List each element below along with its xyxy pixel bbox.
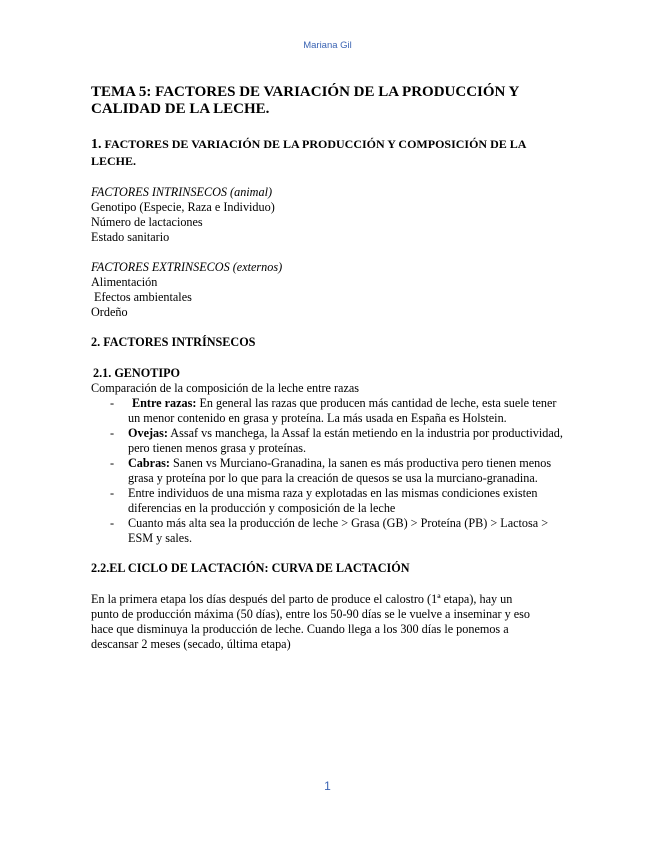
list-item-text: En general las razas que producen más cantidad de leche, esta suele tener un menor contenido en grasa y proteína. La más usada en España es Holstein.	[128, 396, 557, 425]
section-2-heading: 2. FACTORES INTRÍNSECOS	[91, 335, 256, 349]
extrinsic-item: Alimentación	[91, 275, 158, 289]
intrinsic-item: Genotipo (Especie, Raza e Individuo)	[91, 200, 275, 214]
document-title: TEMA 5: FACTORES DE VARIACIÓN DE LA PRODUCCIÓN Y CALIDAD DE LA LECHE.	[91, 84, 519, 117]
section-1-heading	[91, 136, 571, 169]
section-2-2-paragraph: En la primera etapa los días después del parto de produce el calostro (1ª etapa), hay un punto de producción máxima (50 días), entre los 50-90 días se le vuelve a inseminar y eso hace que disminuya la producción de leche. Cuando llega a los 300 días le ponemos a descansar 2 meses (secado, última etapa)	[91, 592, 530, 651]
list-item-text: Entre individuos de una misma raza y explotadas en las mismas condiciones existen diferencias en la producción y composición de la leche	[128, 486, 538, 515]
dash-bullet-icon: -	[110, 396, 115, 410]
section-2-2-heading: 2.2.EL CICLO DE LACTACIÓN: CURVA DE LACTACIÓN	[91, 561, 410, 575]
list-item	[91, 426, 571, 456]
list-item	[91, 456, 571, 486]
list-item-bold: Entre razas:	[132, 396, 197, 410]
dash-bullet-icon: -	[110, 516, 115, 530]
page-number: 1	[324, 779, 331, 793]
intrinsic-item: Estado sanitario	[91, 230, 170, 244]
list-item	[91, 486, 571, 516]
extrinsic-factors	[91, 260, 571, 320]
extrinsic-factors-label: FACTORES EXTRINSECOS (externos)	[91, 260, 283, 274]
list-item-bold: Cabras:	[128, 456, 170, 470]
list-item	[91, 516, 571, 546]
intrinsic-factors	[91, 185, 571, 245]
section-1-number: 1.	[91, 137, 102, 152]
list-item-text: Assaf vs manchega, la Assaf la están metiendo en la industria por productividad, pero tienen menos grasa y proteínas.	[128, 426, 563, 455]
list-item-text: Cuanto más alta sea la producción de leche > Grasa (GB) > Proteína (PB) > Lactosa > ESM y sales.	[128, 516, 549, 545]
extrinsic-item: Efectos ambientales	[91, 290, 192, 304]
section-2-1-lead: Comparación de la composición de la leche entre razas	[91, 381, 360, 395]
dash-bullet-icon: -	[110, 426, 115, 440]
list-item	[91, 396, 571, 426]
dash-bullet-icon: -	[110, 456, 115, 470]
page-header-author: Mariana Gil	[303, 40, 352, 51]
intrinsic-factors-label: FACTORES INTRINSECOS (animal)	[91, 185, 273, 199]
section-2-1-heading: 2.1. GENOTIPO	[93, 366, 181, 380]
list-item-bold: Ovejas:	[128, 426, 168, 440]
genotype-bullet-list	[91, 396, 571, 546]
document-body	[91, 84, 571, 652]
intrinsic-item: Número de lactaciones	[91, 215, 203, 229]
dash-bullet-icon: -	[110, 486, 115, 500]
section-1-heading-text: FACTORES DE VARIACIÓN DE LA PRODUCCIÓN Y COMPOSICIÓN DE LA LECHE.	[91, 137, 526, 168]
extrinsic-item: Ordeño	[91, 305, 128, 319]
list-item-text: Sanen vs Murciano-Granadina, la sanen es más productiva pero tienen menos grasa y proteína por lo que para la creación de quesos se usa la murciano-granadina.	[128, 456, 552, 485]
